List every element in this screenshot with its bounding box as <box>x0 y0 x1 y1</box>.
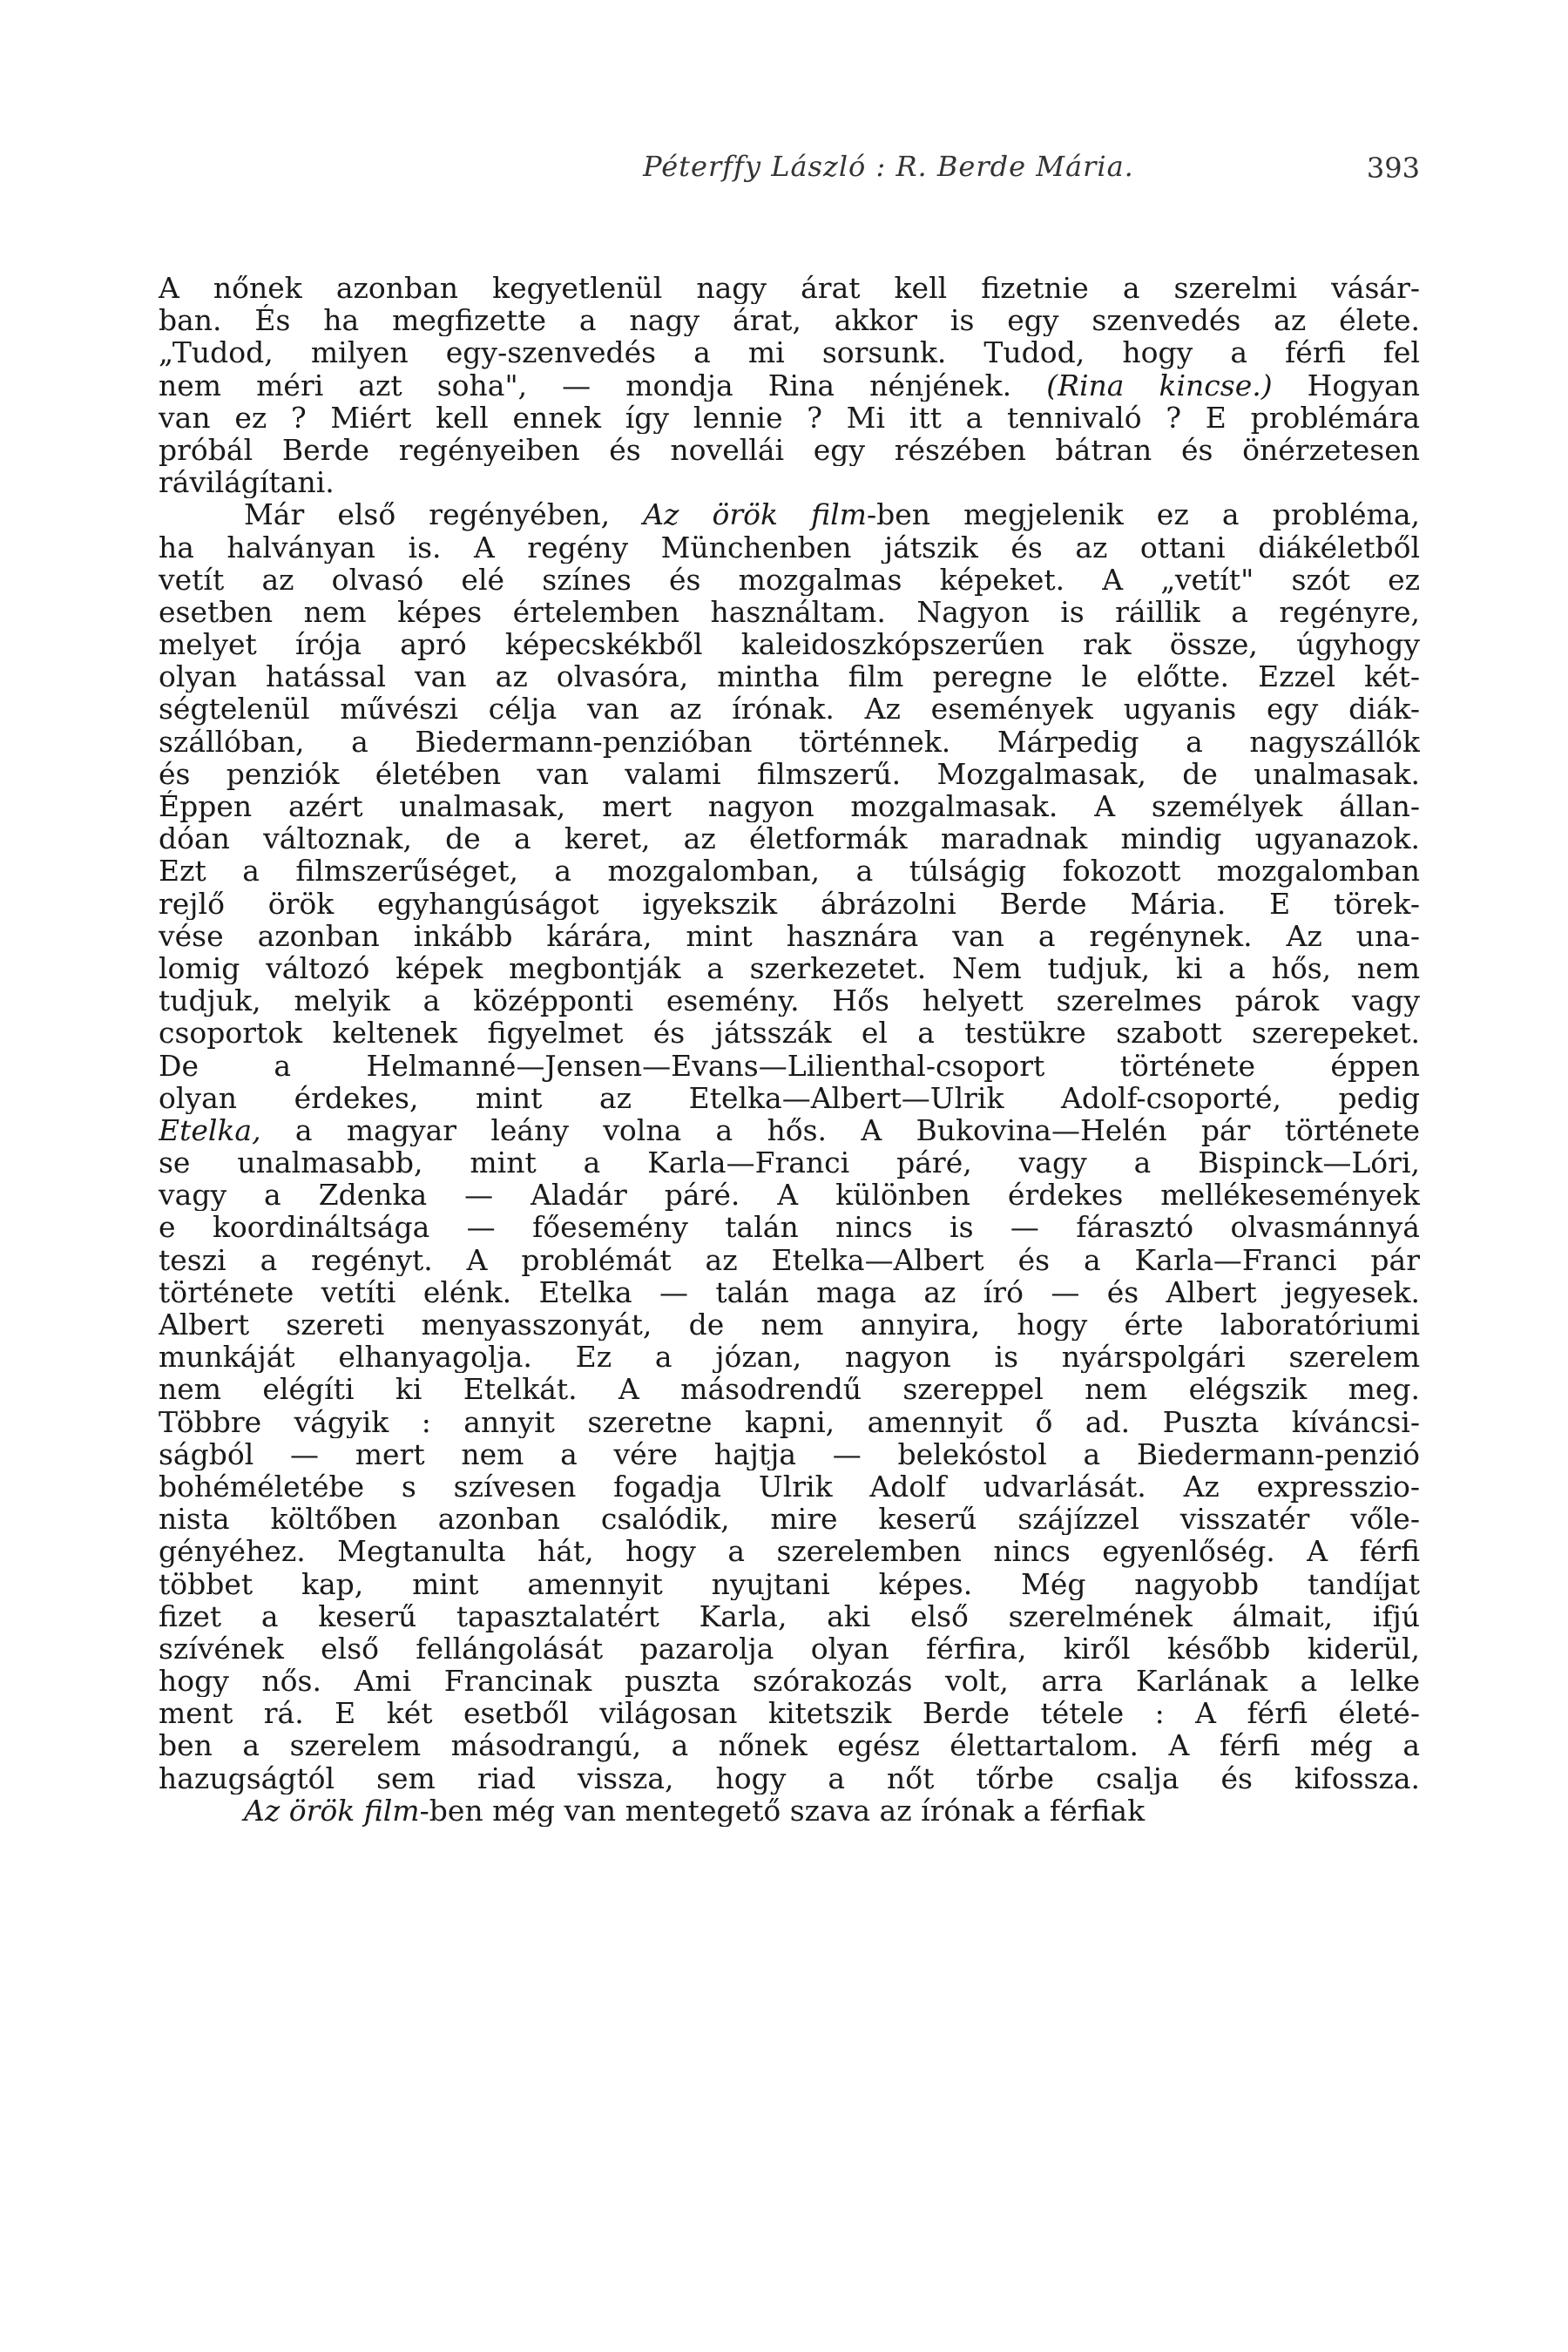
text-line <box>159 1211 1420 1243</box>
text-line <box>159 1503 1420 1535</box>
line-text: Többre vágyik : annyit szeretne kapni, amennyit ő ad. Puszta kíváncsi- <box>159 1405 1420 1438</box>
page-number: 393 <box>1366 152 1420 185</box>
line-text: lomig változó képek megbontják a szerkezetet. Nem tudjuk, ki a hős, nem <box>159 951 1420 985</box>
line-text: vése azonban inkább kárára, mint hasznára van a regénynek. Az una- <box>159 919 1420 952</box>
italic-title: Az örök film <box>643 498 867 531</box>
line-text: van ez ? Miért kell ennek így lennie ? Mi itt a tennivaló ? E problémára <box>159 401 1420 434</box>
text-line <box>159 369 1420 402</box>
line-text: e koordináltsága — főesemény talán nincs is — fárasztó olvasmánnyá <box>159 1211 1420 1244</box>
text-line <box>159 1373 1420 1405</box>
line-text: „Tudod, milyen egy-szenvedés a mi sorsunk. Tudod, hogy a férfi fel <box>159 336 1420 369</box>
line-text: vagy a Zdenka — Aladár páré. A különben érdekes mellékesemények <box>159 1179 1420 1212</box>
text-line <box>159 1729 1420 1761</box>
line-text: ha halványan is. A regény Münchenben játszik és az ottani diákéletből <box>159 531 1420 564</box>
line-text: se unalmasabb, mint a Karla—Franci páré, vagy a Bispinck—Lóri, <box>159 1146 1420 1179</box>
text-line <box>159 1535 1420 1567</box>
text-line <box>159 628 1420 660</box>
text-line <box>159 1308 1420 1341</box>
text-line <box>159 1665 1420 1697</box>
line-text: ben a szerelem másodrangú, a nőnek egész élettartalom. A férfi még a <box>159 1729 1420 1762</box>
line-text: nem elégíti ki Etelkát. A másodrendű szereppel nem elégszik meg. <box>159 1373 1420 1406</box>
text-line <box>159 466 1420 498</box>
line-text: Albert szereti menyasszonyát, de nem annyira, hogy érte laboratóriumi <box>159 1308 1420 1342</box>
text-line <box>159 660 1420 693</box>
line-text: bohéméletébe s szívesen fogadja Ulrik Adolf udvarlását. Az expresszio- <box>159 1470 1420 1504</box>
text-line <box>159 984 1420 1017</box>
line-text: többet kap, mint amennyit nyujtani képes. Még nagyobb tandíjat <box>159 1567 1420 1600</box>
text-line <box>159 1276 1420 1308</box>
text-line <box>159 822 1420 855</box>
line-text: olyan hatással van az olvasóra, mintha film peregne le előtte. Ezzel két- <box>159 660 1420 693</box>
line-text: Már első regényében, <box>244 498 644 531</box>
text-line <box>159 1146 1420 1179</box>
text-line <box>159 272 1420 304</box>
text-line <box>159 1082 1420 1114</box>
running-title: Péterffy László : R. Berde Mária. <box>643 150 1134 183</box>
line-text: szállóban, a Biedermann-penzióban történnek. Márpedig a nagyszállók <box>159 725 1420 758</box>
text-line <box>159 920 1420 952</box>
text-line <box>159 952 1420 984</box>
line-text: olyan érdekes, mint az Etelka—Albert—Ulrik Adolf-csoporté, pedig <box>159 1081 1420 1114</box>
line-text: dóan változnak, de a keret, az életformák maradnak mindig ugyanazok. <box>159 822 1420 855</box>
line-text: ban. És ha megfizette a nagy árat, akkor is egy szenvedés az élete. <box>159 304 1420 337</box>
line-text: nista költőben azonban csalódik, mire keserű szájízzel visszatér vőle- <box>159 1503 1420 1536</box>
text-line <box>159 1244 1420 1276</box>
italic-title: Az örök film <box>244 1794 420 1827</box>
text-line <box>159 1179 1420 1211</box>
text-line <box>159 758 1420 790</box>
line-text: próbál Berde regényeiben és novellái egy részében bátran és önérzetesen <box>159 433 1420 467</box>
line-text: szívének első fellángolását pazarolja olyan férfira, kiről később kiderül, <box>159 1632 1420 1666</box>
text-line <box>159 596 1420 628</box>
line-text: ságból — mert nem a vére hajtja — belekóstol a Biedermann-penzió <box>159 1437 1420 1470</box>
line-text: tudjuk, melyik a középponti esemény. Hős helyett szerelmes párok vagy <box>159 984 1420 1017</box>
line-text: hazugságtól sem riad vissza, hogy a nőt tőrbe csalja és kifossza. <box>159 1761 1420 1794</box>
text-line <box>159 1114 1420 1146</box>
line-text: csoportok keltenek figyelmet és játsszák el a testükre szabott szerepeket. <box>159 1017 1420 1050</box>
text-line <box>159 402 1420 434</box>
line-text: -ben még van mentegető szava az írónak a férfiak <box>419 1794 1146 1827</box>
line-text: fizet a keserű tapasztalatért Karla, aki első szerelmének álmait, ifjú <box>159 1599 1420 1632</box>
text-line <box>159 336 1420 368</box>
line-text: Ezt a filmszerűséget, a mozgalomban, a túlságig fokozott mozgalomban <box>159 855 1420 888</box>
text-line <box>159 1017 1420 1049</box>
line-text: vetít az olvasó elé színes és mozgalmas képeket. A „vetít" szót ez <box>159 563 1420 596</box>
text-line <box>159 726 1420 758</box>
line-text: Éppen azért unalmasak, mert nagyon mozgalmasak. A személyek állan- <box>159 790 1420 823</box>
line-text: nem méri azt soha", — mondja Rina nénjének. <box>159 368 1047 402</box>
line-text: De a Helmanné—Jensen—Evans—Lilienthal-csoport története éppen <box>159 1049 1420 1082</box>
line-text: története vetíti elénk. Etelka — talán maga az író — és Albert jegyesek. <box>159 1275 1420 1308</box>
text-line <box>159 1050 1420 1082</box>
text-line <box>159 1406 1420 1438</box>
text-line <box>159 434 1420 466</box>
text-line <box>159 855 1420 887</box>
text-line <box>159 564 1420 596</box>
text-line <box>159 1341 1420 1373</box>
line-text: teszi a regényt. A problémát az Etelka—Albert és a Karla—Franci pár <box>159 1243 1420 1276</box>
line-text: munkáját elhanyagolja. Ez a józan, nagyon is nyárspolgári szerelem <box>159 1341 1420 1374</box>
text-line <box>159 1762 1420 1794</box>
text-line <box>159 1794 1420 1827</box>
line-text: Hogyan <box>1272 368 1420 402</box>
line-text: és penziók életében van valami filmszerű. Mozgalmasak, de unalmasak. <box>159 757 1420 790</box>
line-text: hogy nős. Ami Francinak puszta szórakozás volt, arra Karlának a lelke <box>159 1665 1420 1698</box>
text-line <box>159 1697 1420 1729</box>
text-line <box>159 1470 1420 1503</box>
line-text: a magyar leány volna a hős. A Bukovina—Helén pár története <box>260 1113 1420 1147</box>
text-line <box>159 1438 1420 1470</box>
line-text: melyet írója apró képecskékből kaleidoszkópszerűen rak össze, úgyhogy <box>159 628 1420 661</box>
line-text: -ben megjelenik ez a probléma, <box>866 498 1420 531</box>
text-line <box>159 790 1420 822</box>
line-text: ségtelenül művészi célja van az írónak. Az események ugyanis egy diák- <box>159 693 1420 726</box>
text-line <box>159 1600 1420 1632</box>
text-line <box>159 531 1420 564</box>
body-text <box>159 272 1420 1827</box>
italic-title: Etelka, <box>159 1113 261 1147</box>
text-line <box>159 304 1420 336</box>
line-text: gényéhez. Megtanulta hát, hogy a szerelemben nincs egyenlőség. A férfi <box>159 1535 1420 1568</box>
italic-title: (Rina kincse.) <box>1046 368 1273 402</box>
text-line <box>159 498 1420 531</box>
text-line <box>159 1568 1420 1600</box>
text-line <box>159 888 1420 920</box>
line-text: ment rá. E két esetből világosan kitetszik Berde tétele : A férfi életé- <box>159 1697 1420 1730</box>
line-text: rejlő örök egyhangúságot igyekszik ábrázolni Berde Mária. E törek- <box>159 887 1420 920</box>
text-line <box>159 693 1420 725</box>
line-text: esetben nem képes értelemben használtam. Nagyon is ráillik a regényre, <box>159 595 1420 629</box>
line-text: rávilágítani. <box>159 466 335 499</box>
line-text: A nőnek azonban kegyetlenül nagy árat kell fizetnie a szerelmi vásár- <box>159 272 1420 305</box>
text-line <box>159 1632 1420 1665</box>
